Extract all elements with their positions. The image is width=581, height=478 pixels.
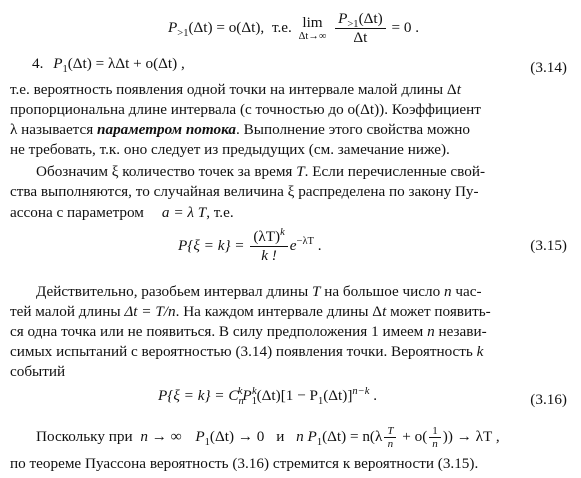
equation-3-15: P{ξ = k} = $\frac{(\lambda T)^k}{k !}$ $e^{-\lambda T}$ . — [178, 226, 322, 265]
fraction-numerator: $(\lambda T)^k$ — [253, 226, 285, 246]
lim-cond: Δt→∞ — [298, 30, 327, 42]
te-text: т.е. — [272, 19, 292, 36]
equation-number-3-15: (3.15) — [530, 237, 567, 254]
fraction-denominator: Δt — [335, 28, 386, 47]
paragraph-line: Обозначим ξ количество точек за время T. Если перечисленные свой- — [36, 163, 486, 180]
formula-part: (Δt) = o(Δt), — [188, 19, 265, 36]
paragraph-line: симых испытаний с вероятностью (3.14) появления точки. Вероятность k — [10, 343, 484, 360]
paragraph-line: событий — [10, 363, 66, 380]
fraction — [335, 10, 386, 47]
paragraph-line: λ называется параметром потока. Выполнение этого свойства можно — [10, 121, 470, 138]
lim-word: lim — [302, 13, 323, 31]
subscript: >1 — [177, 28, 189, 40]
paragraph-line: тей малой длины Δt = T/n. На каждом интервале длины Δt может появить- — [10, 303, 491, 320]
formula-lhs: P{ξ = k} = C — [158, 387, 239, 404]
exponent: −λT — [296, 235, 314, 247]
paragraph-line: Действительно, разобьем интервал длины T на большое число n час- — [36, 283, 482, 300]
prob-symbol: P — [53, 55, 63, 72]
top-formula — [168, 8, 419, 48]
item-number: 4. — [32, 55, 44, 72]
paragraph-line: Поскольку при n → ∞ $P_1(\Delta t) \to 0$ и n $P_1(\Delta t) = n(\lambda$ $\frac{T}{n}$ + o( $\frac{1}{n}$ )) → λT , — [36, 425, 500, 451]
paragraph-line: пропорциональна длине интервала (с точностью до o(Δt)). Коэффициент — [10, 101, 481, 118]
item-4-formula — [32, 54, 185, 74]
fraction-denominator: k ! — [250, 246, 287, 265]
paragraph-line: т.е. вероятность появления одной точки на интервале малой длины Δt — [10, 81, 461, 98]
formula-lhs: P{ξ = k} = — [178, 237, 245, 254]
paragraph-line: ассона с параметром a = λ T, т.е. — [10, 204, 234, 221]
equation-3-16: $P\{\xi = k\} = C_n^kP_1^k(\Delta t)[1 - P_1(\Delta t)]^{n-k}$ . — [158, 385, 377, 408]
fraction: $\frac{1}{n}$ — [429, 425, 441, 450]
fraction — [250, 228, 287, 265]
equation-number-3-14: (3.14) — [530, 59, 567, 76]
fraction-numerator: $P_{>1}(\Delta t)$ — [338, 10, 383, 31]
limit — [299, 15, 327, 43]
paragraph-line: по теореме Пуассона вероятность (3.16) стремится к вероятности (3.15). — [10, 455, 479, 472]
paragraph-line: ся одна точка или не появиться. В силу предположения 1 имеем n незави- — [10, 323, 487, 340]
prob-symbol: P — [168, 19, 178, 36]
emphasized-term: параметром потока — [97, 121, 237, 138]
equation-number-3-16: (3.16) — [530, 391, 567, 408]
paragraph-line: не требовать, т.к. оно следует из предыдущих (см. замечание ниже). — [10, 141, 450, 158]
inline-formula: a = λ T — [161, 204, 207, 221]
formula-part: (Δt) = λΔt + o(Δt) , — [67, 55, 185, 72]
formula-rhs: = 0 . — [391, 19, 420, 36]
exp-base: e — [289, 237, 297, 254]
paragraph-line: ства выполняются, то случайная величина ξ распределена по закону Пу- — [10, 183, 479, 200]
fraction: $\frac{T}{n}$ — [384, 425, 396, 450]
subscript: 1 — [62, 64, 68, 76]
